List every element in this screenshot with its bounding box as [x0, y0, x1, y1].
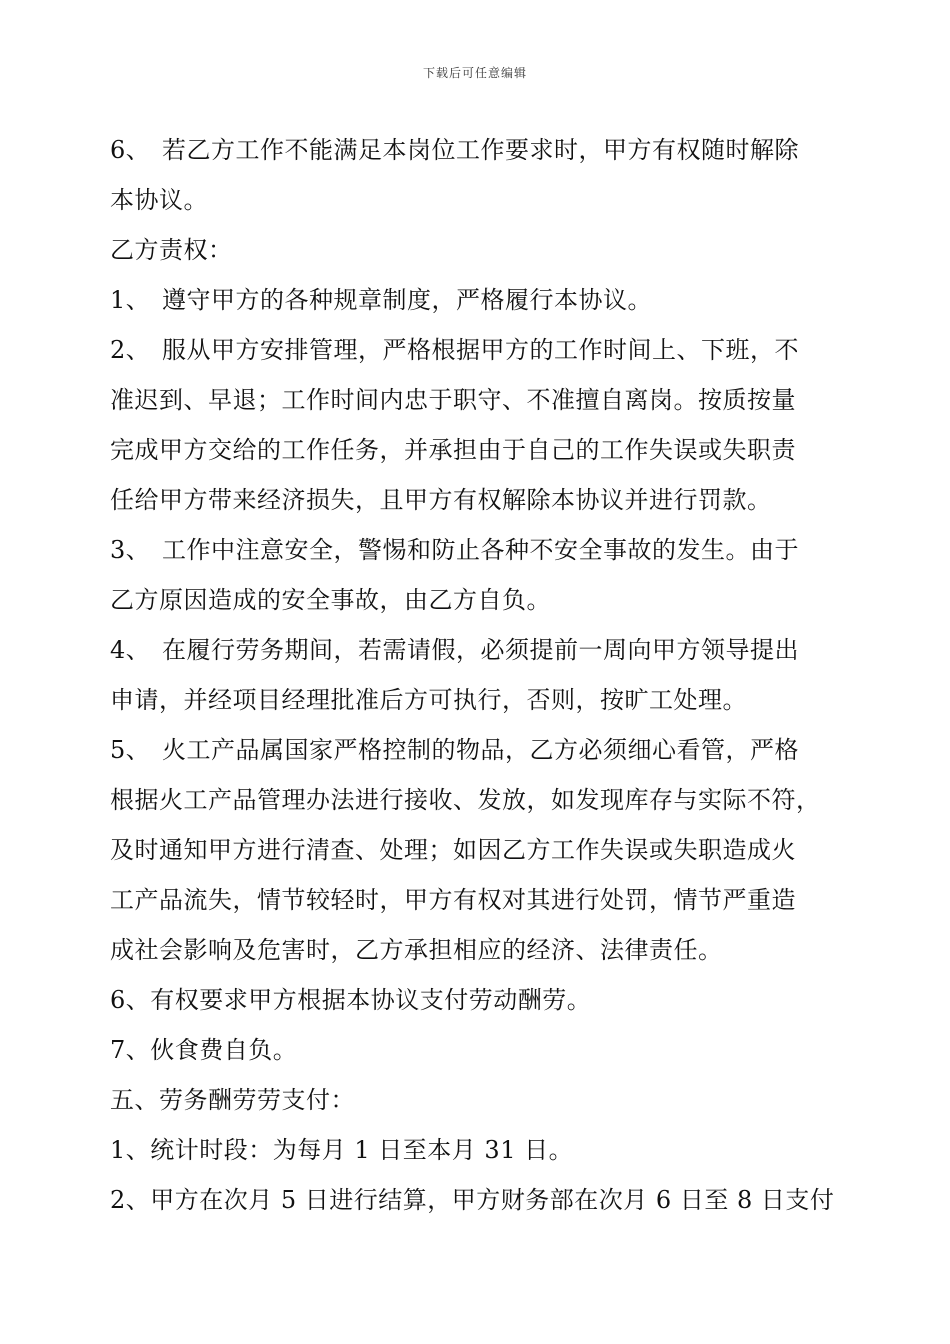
line-text: 本协议。: [110, 186, 208, 214]
line-text: 7、伙食费自负。: [110, 1036, 298, 1064]
line-text: 1、统计时段：为每月 1 日至本月 31 日。: [110, 1136, 574, 1164]
item-number: 5、: [110, 736, 151, 764]
line-text: 及时通知甲方进行清查、处理；如因乙方工作失误或失职造成火: [110, 836, 796, 864]
line-text: 五、劳务酬劳劳支付：: [110, 1086, 355, 1114]
line-text: 工作中注意安全，警惕和防止各种不安全事故的发生。由于: [162, 536, 799, 564]
paragraph-line: [110, 534, 850, 566]
paragraph-line: [110, 184, 850, 216]
paragraph-line: [110, 634, 850, 666]
page-header: 下载后可任意编辑: [422, 66, 527, 80]
paragraph-line: [110, 284, 850, 316]
paragraph-line: [110, 784, 850, 816]
line-text: 乙方责权：: [110, 236, 233, 264]
item-number: 2、: [110, 336, 151, 364]
paragraph-line: [110, 984, 850, 1016]
paragraph-line: [110, 734, 850, 766]
line-text: 服从甲方安排管理，严格根据甲方的工作时间上、下班，不: [162, 336, 799, 364]
paragraph-line: [110, 1184, 850, 1216]
paragraph-line: [110, 434, 850, 466]
line-text: 火工产品属国家严格控制的物品，乙方必须细心看管，严格: [162, 736, 799, 764]
line-text: 根据火工产品管理办法进行接收、发放，如发现库存与实际不符，: [110, 786, 821, 814]
paragraph-line: [110, 1134, 850, 1166]
paragraph-line: [110, 484, 850, 516]
line-text: 乙方原因造成的安全事故，由乙方自负。: [110, 586, 551, 614]
line-text: 6、有权要求甲方根据本协议支付劳动酬劳。: [110, 986, 592, 1014]
paragraph-line: [110, 134, 850, 166]
line-text: 准迟到、早退；工作时间内忠于职守、不准擅自离岗。按质按量: [110, 386, 796, 414]
line-text: 在履行劳务期间，若需请假，必须提前一周向甲方领导提出: [162, 636, 799, 664]
paragraph-line: [110, 834, 850, 866]
item-number: 6、: [110, 136, 151, 164]
line-text: 工产品流失，情节较轻时，甲方有权对其进行处罚，情节严重造: [110, 886, 796, 914]
section-heading: [110, 1084, 850, 1116]
line-text: 遵守甲方的各种规章制度，严格履行本协议。: [162, 286, 652, 314]
paragraph-line: [110, 684, 850, 716]
line-text: 完成甲方交给的工作任务，并承担由于自己的工作失误或失职责: [110, 436, 796, 464]
line-text: 申请，并经项目经理批准后方可执行，否则，按旷工处理。: [110, 686, 747, 714]
paragraph-line: [110, 384, 850, 416]
line-text: 任给甲方带来经济损失，且甲方有权解除本协议并进行罚款。: [110, 486, 772, 514]
item-number: 1、: [110, 286, 151, 314]
line-text: 若乙方工作不能满足本岗位工作要求时，甲方有权随时解除: [162, 136, 799, 164]
paragraph-line: [110, 884, 850, 916]
paragraph-line: [110, 1034, 850, 1066]
paragraph-line: [110, 584, 850, 616]
line-text: 成社会影响及危害时，乙方承担相应的经济、法律责任。: [110, 936, 723, 964]
item-number: 4、: [110, 636, 151, 664]
line-text: 2、甲方在次月 5 日进行结算，甲方财务部在次月 6 日至 8 日支付: [110, 1186, 835, 1214]
item-number: 3、: [110, 536, 151, 564]
paragraph-line: [110, 334, 850, 366]
section-heading: [110, 234, 850, 266]
paragraph-line: [110, 934, 850, 966]
